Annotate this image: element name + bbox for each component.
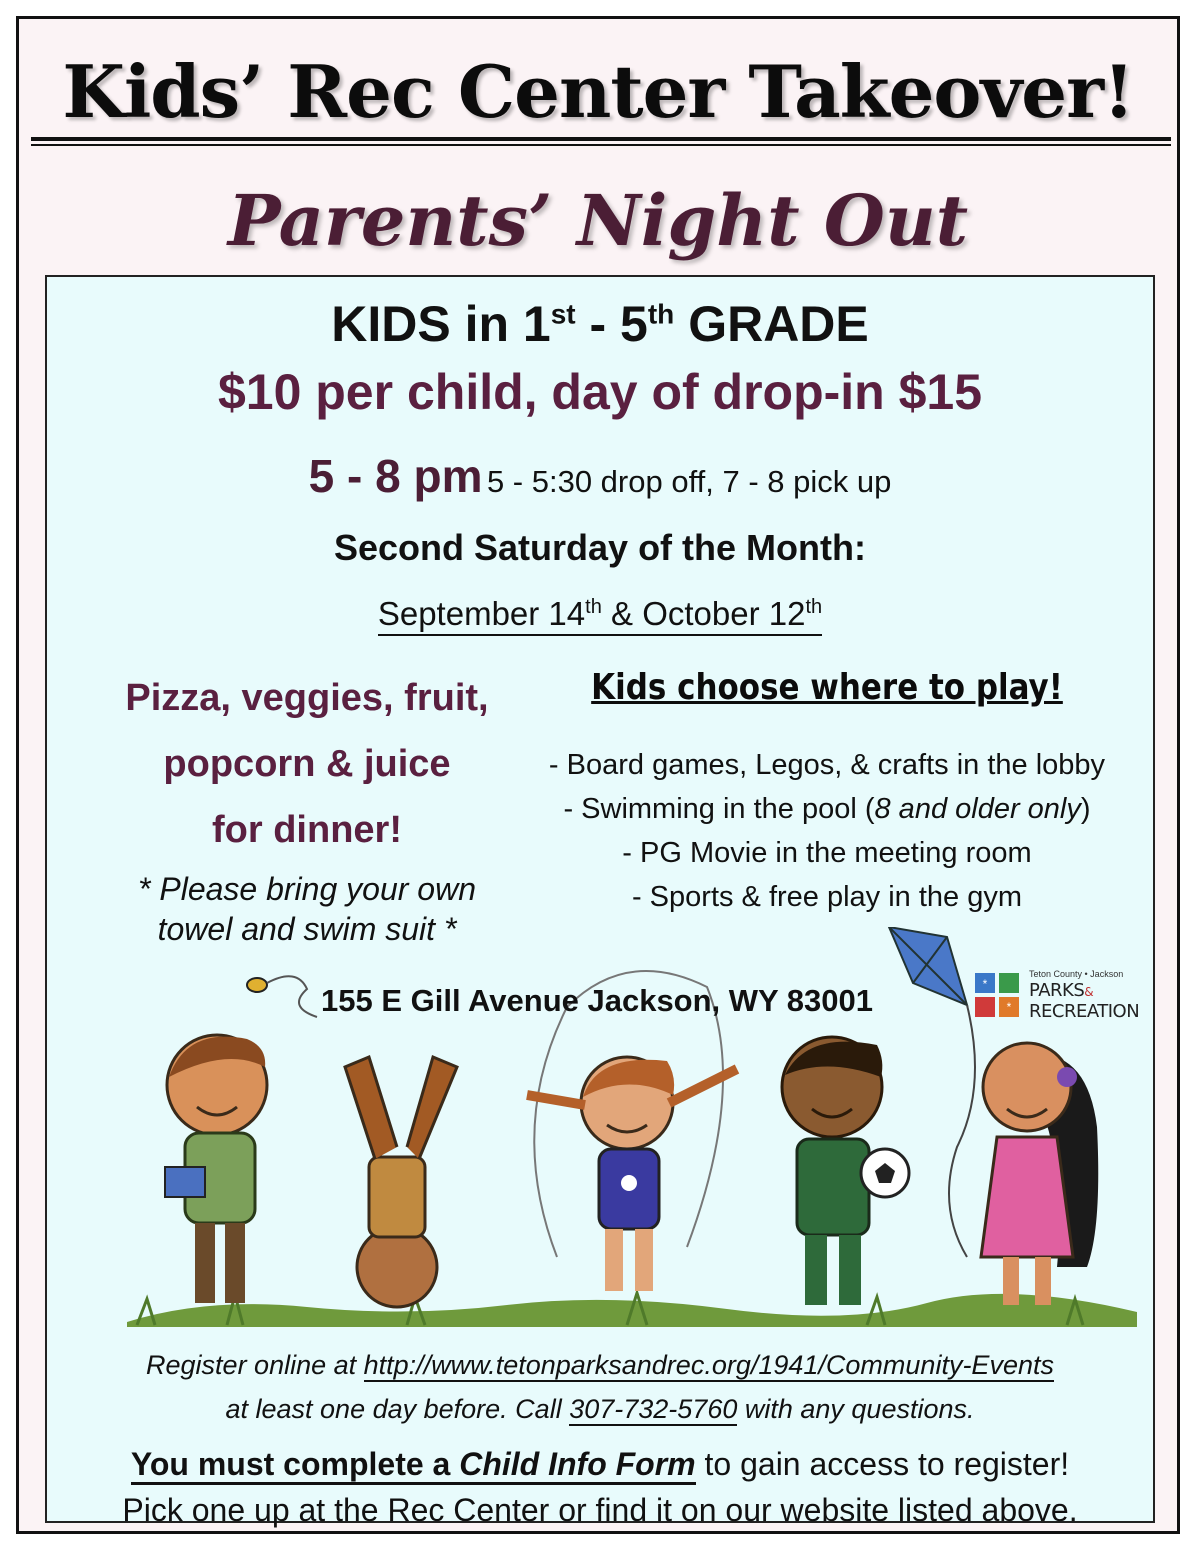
activities-list: [507, 743, 1147, 919]
time-line: [47, 449, 1153, 503]
list-item: - Swimming in the pool (8 and older only): [563, 793, 1091, 825]
kite-girl: [981, 1043, 1098, 1305]
flyer-title: Kids’ Rec Center Takeover!: [62, 49, 1134, 134]
swim-note: * Please bring your own towel and swim suit *: [138, 871, 476, 947]
list-item: - Sports & free play in the gym: [631, 881, 1023, 913]
activities-heading: Kids choose where to play!: [591, 667, 1063, 708]
parks-logo-icon: [975, 973, 1021, 1019]
title-underline: [31, 137, 1171, 146]
logo-wordmark: PARKS& RECREATION: [1029, 980, 1140, 1022]
time-main: 5 - 8 pm: [308, 450, 483, 502]
list-item: - PG Movie in the meeting room: [622, 837, 1032, 869]
list-item: - Board games, Legos, & crafts in the lobby: [548, 749, 1106, 781]
svg-text:*: *: [982, 977, 988, 991]
flyer-page: [16, 16, 1180, 1534]
logo-tagline: Teton County • Jackson: [1029, 969, 1124, 979]
price-line: $10 per child, day of drop-in $15: [217, 364, 983, 420]
jump-rope-girl: [527, 971, 737, 1291]
boy-with-books: [165, 1035, 267, 1303]
svg-text:*: *: [1006, 1000, 1012, 1014]
phone-link[interactable]: 307-732-5760: [569, 1394, 738, 1424]
dinner-menu: Pizza, veggies, fruit, popcorn & juice for dinner!: [125, 677, 489, 851]
dates-line: September 14th & October 12th: [47, 595, 1153, 633]
time-note: 5 - 5:30 drop off, 7 - 8 pick up: [486, 464, 892, 499]
kite-icon: [889, 927, 975, 1257]
flyer-subtitle: Parents’ Night Out: [227, 179, 969, 262]
registration-info: Register online at http://www.tetonparksandrec.org/1941/Community-Events at least one day before. Call 307-732-5760 with any questions.: [146, 1350, 1054, 1424]
child-info-form-notice: You must complete a Child Info Form to gain access to register! Pick one up at the Rec Center or find it on our website listed above.: [122, 1446, 1078, 1528]
handstand-kid: [345, 1057, 457, 1307]
schedule-line: Second Saturday of the Month:: [333, 527, 866, 568]
info-panel: [45, 275, 1155, 1528]
grade-range: KIDS in 1st - 5th GRADE: [331, 296, 869, 352]
parks-recreation-logo: [975, 967, 1155, 1027]
form-requirement: You must complete a Child Info Form: [131, 1446, 696, 1485]
registration-link[interactable]: http://www.tetonparksandrec.org/1941/Community-Events: [363, 1350, 1054, 1380]
soccer-boy: [782, 1037, 909, 1305]
address: 155 E Gill Avenue Jackson, WY 83001: [321, 983, 873, 1018]
